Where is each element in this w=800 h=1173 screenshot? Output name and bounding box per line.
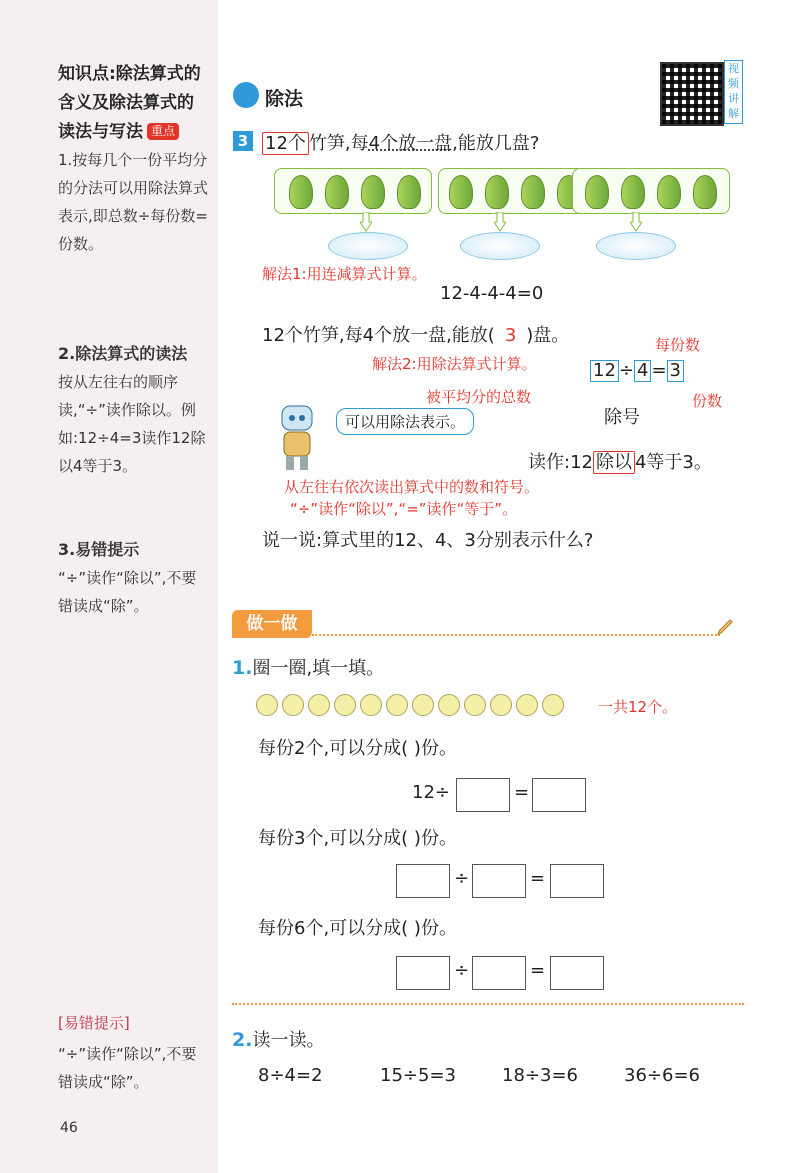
reading-note-2: “÷”读作“除以”,“=”读作“等于”。 (290, 500, 518, 518)
bamboo-shoot-icon (289, 175, 313, 209)
knowledge-point-3: “÷”读作“除以”,不要错读成“除”。 (58, 569, 197, 615)
total-label: 一共12个。 (598, 698, 678, 716)
bamboo-shoot-icon (585, 175, 609, 209)
discussion-prompt: 说一说:算式里的12、4、3分别表示什么? (262, 530, 594, 551)
bamboo-shoot-icon (325, 175, 349, 209)
answer-sentence: 12个竹笋,每4个放一盘,能放( 3 )盘。 (262, 325, 570, 346)
equals-sign: = (530, 868, 546, 889)
answer-box[interactable] (532, 778, 586, 812)
bamboo-shoot-icon (485, 175, 509, 209)
bamboo-shoot-icon (621, 175, 645, 209)
label-parts: 份数 (692, 392, 723, 410)
knowledge-heading-3: 3.易错提示 (58, 540, 140, 559)
method-2-label: 解法2:用除法算式计算。 (372, 355, 537, 373)
read-as-sentence: 读作:12 除以 4等于3。 (528, 452, 712, 473)
knowledge-point-2: 按从左往右的顺序读,“÷”读作除以。例如:12÷4=3读作12除以4等于3。 (58, 373, 206, 475)
answer-box[interactable] (396, 864, 450, 898)
answer-box[interactable] (550, 864, 604, 898)
knowledge-point-1: 1.按每几个一份平均分的分法可以用除法算式表示,即总数÷每份数=份数。 (58, 151, 209, 253)
label-total: 被平均分的总数 (426, 388, 532, 406)
plate (460, 232, 540, 260)
fill-line-3: 每份6个,可以分成( )份。 (258, 918, 457, 939)
fill-line-1: 每份2个,可以分成( )份。 (258, 738, 457, 759)
bamboo-shoot-icon (397, 175, 421, 209)
down-arrow-icon (494, 212, 506, 232)
section-title: 除法 (265, 88, 304, 110)
reading-note-1: 从左往右依次读出算式中的数和符号。 (284, 478, 540, 496)
division-sign: ÷ (454, 960, 470, 981)
method-1-label: 解法1:用连减算式计算。 (262, 265, 427, 283)
fill-line-2: 每份3个,可以分成( )份。 (258, 828, 457, 849)
plate (328, 232, 408, 260)
video-lesson-label[interactable]: 视频讲解 (724, 60, 743, 124)
label-per-share: 每份数 (655, 336, 701, 354)
equals-sign: = (514, 782, 530, 803)
question-1: 1.圈一圈,填一填。 (232, 657, 385, 679)
question-2: 2.读一读。 (232, 1029, 325, 1051)
plate (596, 232, 676, 260)
subtraction-equation: 12-4-4-4=0 (440, 283, 544, 304)
division-equation: 12 ÷ 4 = 3 (590, 360, 684, 382)
answer-box[interactable] (396, 956, 450, 990)
bamboo-shoot-icon (521, 175, 545, 209)
answer-box[interactable] (456, 778, 510, 812)
bamboo-shoot-icon (657, 175, 681, 209)
bamboo-shoot-icon (449, 175, 473, 209)
example-question: 12个 竹笋,每4个放一盘,能放几盘? (262, 129, 539, 155)
banner-divider (312, 634, 720, 636)
tip-label: [易错提示] (58, 1014, 130, 1032)
section-divider (232, 1003, 744, 1005)
bamboo-group (572, 168, 730, 214)
calc-item: 18÷3=6 (502, 1065, 578, 1086)
knowledge-heading-2: 2.除法算式的读法 (58, 344, 188, 363)
pencil-icon (716, 618, 734, 636)
speech-bubble: 可以用除法表示。 (336, 408, 474, 435)
calc-item: 15÷5=3 (380, 1065, 456, 1086)
robot-icon (268, 404, 326, 472)
down-arrow-icon (360, 212, 372, 232)
key-point-badge: 重点 (147, 123, 179, 140)
eq1-prefix: 12÷ (412, 782, 450, 803)
division-sign: ÷ (454, 868, 470, 889)
example-number: 3 (233, 131, 253, 151)
page-number: 46 (60, 1120, 78, 1136)
knowledge-title: 知识点:除法算式的含义及除法算式的读法与写法 重点 (58, 64, 201, 142)
bamboo-shoot-icon (693, 175, 717, 209)
equals-sign: = (530, 960, 546, 981)
tip-text: “÷”读作“除以”,不要错读成“除”。 (58, 1045, 197, 1091)
answer-box[interactable] (472, 864, 526, 898)
qr-code-icon[interactable] (660, 62, 724, 126)
bamboo-group (274, 168, 432, 214)
practice-banner: 做一做 (232, 610, 312, 638)
calc-item: 8÷4=2 (258, 1065, 323, 1086)
book-icon (233, 82, 259, 108)
answer-box[interactable] (550, 956, 604, 990)
calc-item: 36÷6=6 (624, 1065, 700, 1086)
answer-box[interactable] (472, 956, 526, 990)
label-division-sign: 除号 (604, 407, 640, 428)
down-arrow-icon (630, 212, 642, 232)
bamboo-shoot-icon (361, 175, 385, 209)
